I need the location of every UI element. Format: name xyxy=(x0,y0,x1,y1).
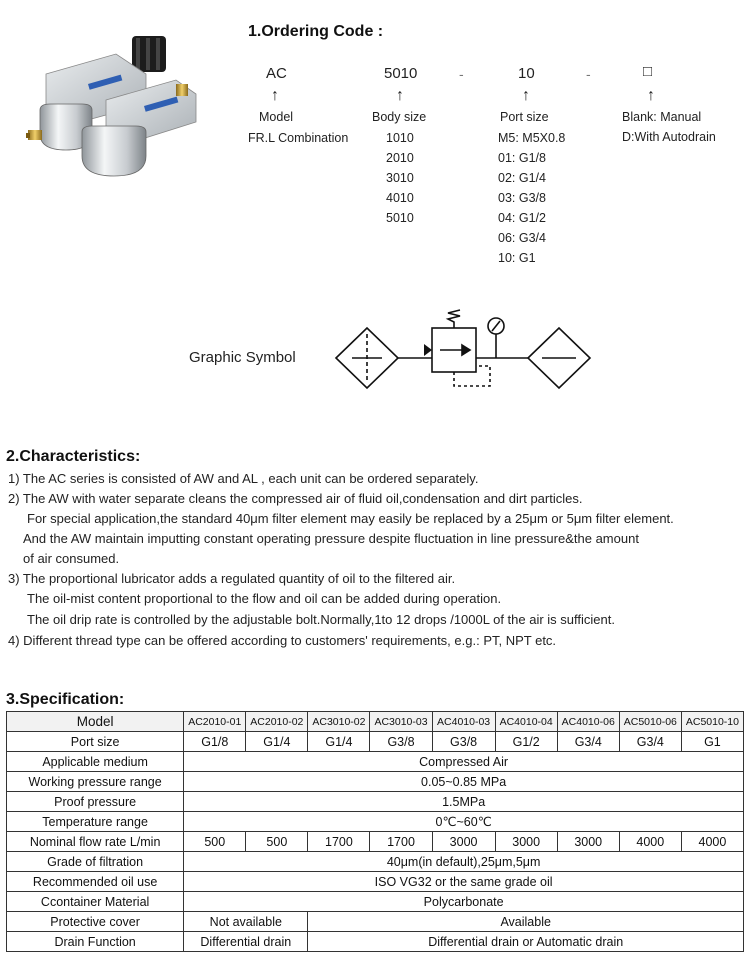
model-cell: AC3010-03 xyxy=(370,712,432,732)
port-cell: G1 xyxy=(681,732,743,752)
table-row xyxy=(7,832,744,852)
row-label: Ccontainer Material xyxy=(7,892,184,912)
drain-differential-cell: Differential drain xyxy=(184,932,308,952)
port-cell: G1/4 xyxy=(308,732,370,752)
code-option-box: □ xyxy=(643,63,653,80)
cover-available-cell: Available xyxy=(308,912,744,932)
row-label: Drain Function xyxy=(7,932,184,952)
body-size-heading: Body size xyxy=(372,110,427,124)
flow-cell: 500 xyxy=(184,832,246,852)
port-size-item: 01: G1/8 xyxy=(498,151,546,165)
port-cell: G3/4 xyxy=(557,732,619,752)
characteristic-line: 4) Different thread type can be offered according to customers' requirements, e.g.: PT, NPT etc. xyxy=(8,633,557,648)
body-size-item: 2010 xyxy=(386,151,414,165)
row-label: Grade of filtration xyxy=(7,852,184,872)
proof-pressure-cell: 1.5MPa xyxy=(184,792,744,812)
port-cell: G3/8 xyxy=(370,732,432,752)
port-size-item: 03: G3/8 xyxy=(498,191,546,205)
row-label: Temperature range xyxy=(7,812,184,832)
port-size-item: 06: G3/4 xyxy=(498,231,546,245)
product-photo xyxy=(26,34,204,184)
model-cell: AC2010-02 xyxy=(246,712,308,732)
model-item: FR.L Combination xyxy=(248,131,349,145)
characteristic-line: of air consumed. xyxy=(23,551,120,566)
graphic-symbol-label: Graphic Symbol xyxy=(189,349,296,366)
code-series: AC xyxy=(266,65,287,82)
cover-not-available-cell: Not available xyxy=(184,912,308,932)
port-size-heading: Port size xyxy=(500,110,549,124)
port-cell: G3/8 xyxy=(432,732,495,752)
table-row xyxy=(7,872,744,892)
characteristic-line: The oil-mist content proportional to the flow and oil can be added during operation. xyxy=(27,591,502,606)
port-cell: G1/2 xyxy=(495,732,557,752)
medium-cell: Compressed Air xyxy=(184,752,744,772)
table-row xyxy=(7,912,744,932)
pressure-cell: 0.05~0.85 MPa xyxy=(184,772,744,792)
model-cell: AC5010-10 xyxy=(681,712,743,732)
model-list xyxy=(248,128,348,148)
port-size-item: M5: M5X0.8 xyxy=(498,131,566,145)
characteristic-line: 1) The AC series is consisted of AW and AL , each unit can be ordered separately. xyxy=(8,471,479,486)
port-size-list xyxy=(498,128,565,268)
table-row xyxy=(7,932,744,952)
specification-table xyxy=(6,711,744,952)
characteristic-line: The oil drip rate is controlled by the adjustable bolt.Normally,1to 12 drops /1000L of the air is sufficient. xyxy=(27,612,615,627)
row-label: Model xyxy=(7,712,184,732)
port-cell: G1/4 xyxy=(246,732,308,752)
flow-cell: 500 xyxy=(246,832,308,852)
flow-cell: 3000 xyxy=(557,832,619,852)
model-cell: AC5010-06 xyxy=(619,712,681,732)
model-cell: AC4010-06 xyxy=(557,712,619,732)
code-port: 10 xyxy=(518,65,535,82)
container-cell: Polycarbonate xyxy=(184,892,744,912)
table-row xyxy=(7,732,744,752)
body-size-item: 3010 xyxy=(386,171,414,185)
body-size-item: 4010 xyxy=(386,191,414,205)
arrow-up-icon: ↑ xyxy=(647,87,655,104)
arrow-up-icon: ↑ xyxy=(396,87,404,104)
characteristics-title: 2.Characteristics: xyxy=(6,448,141,465)
characteristic-line: For special application,the standard 40μm filter element may easily be replaced by a 25μm or 5μm filter element. xyxy=(27,511,674,526)
table-row xyxy=(7,892,744,912)
drain-option-manual: Blank: Manual xyxy=(622,110,702,124)
oil-cell: ISO VG32 or the same grade oil xyxy=(184,872,744,892)
row-label: Protective cover xyxy=(7,912,184,932)
arrow-up-icon: ↑ xyxy=(271,87,279,104)
port-size-item: 04: G1/2 xyxy=(498,211,546,225)
table-row xyxy=(7,792,744,812)
drain-both-cell: Differential drain or Automatic drain xyxy=(308,932,744,952)
code-body: 5010 xyxy=(384,65,418,82)
drain-option-auto: D:With Autodrain xyxy=(622,130,716,144)
flow-cell: 3000 xyxy=(432,832,495,852)
temperature-cell: 0℃~60℃ xyxy=(184,812,744,832)
code-dash: - xyxy=(586,66,591,82)
port-size-item: 02: G1/4 xyxy=(498,171,546,185)
code-dash: - xyxy=(459,66,464,82)
filtration-cell: 40μm(in default),25μm,5μm xyxy=(184,852,744,872)
table-row xyxy=(7,812,744,832)
table-row xyxy=(7,772,744,792)
body-size-item: 5010 xyxy=(386,211,414,225)
port-cell: G3/4 xyxy=(619,732,681,752)
port-cell: G1/8 xyxy=(184,732,246,752)
table-row xyxy=(7,752,744,772)
row-label: Recommended oil use xyxy=(7,872,184,892)
row-label: Applicable medium xyxy=(7,752,184,772)
specification-title: 3.Specification: xyxy=(6,691,125,708)
characteristic-line: 3) The proportional lubricator adds a regulated quantity of oil to the filtered air. xyxy=(8,571,456,586)
pneumatic-symbol-diagram xyxy=(330,308,600,398)
flow-cell: 3000 xyxy=(495,832,557,852)
body-size-item: 1010 xyxy=(386,131,414,145)
characteristic-line: 2) The AW with water separate cleans the compressed air of fluid oil,condensation and dirt particles. xyxy=(8,491,583,506)
characteristic-line: And the AW maintain imputting constant operating pressure despite fluctuation in line pressure&the amount xyxy=(23,531,639,546)
flow-cell: 1700 xyxy=(308,832,370,852)
model-cell: AC3010-02 xyxy=(308,712,370,732)
table-row xyxy=(7,852,744,872)
row-label: Working pressure range xyxy=(7,772,184,792)
port-size-item: 10: G1 xyxy=(498,251,536,265)
model-heading: Model xyxy=(259,110,294,124)
row-label: Nominal flow rate L/min xyxy=(7,832,184,852)
table-row xyxy=(7,712,744,732)
row-label: Proof pressure xyxy=(7,792,184,812)
arrow-up-icon: ↑ xyxy=(522,87,530,104)
model-cell: AC4010-04 xyxy=(495,712,557,732)
flow-cell: 4000 xyxy=(681,832,743,852)
row-label: Port size xyxy=(7,732,184,752)
ordering-code-title: 1.Ordering Code : xyxy=(248,23,384,40)
model-cell: AC4010-03 xyxy=(432,712,495,732)
model-cell: AC2010-01 xyxy=(184,712,246,732)
body-size-list xyxy=(386,128,414,228)
flow-cell: 1700 xyxy=(370,832,432,852)
flow-cell: 4000 xyxy=(619,832,681,852)
